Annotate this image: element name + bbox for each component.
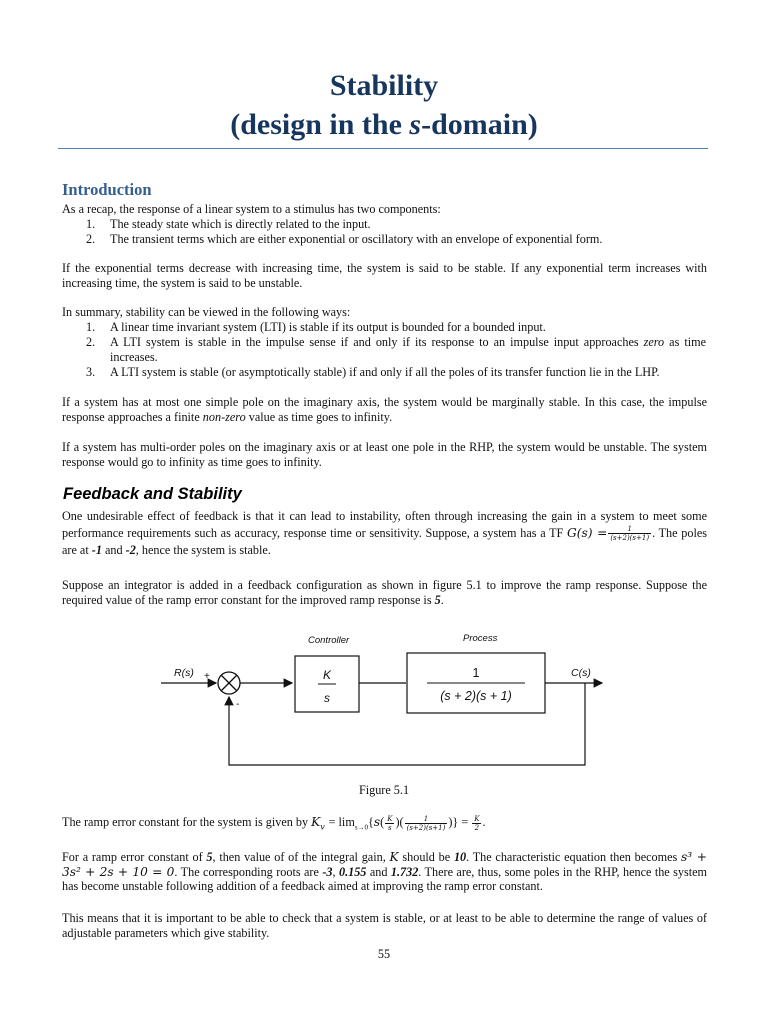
intro-recap: As a recap, the response of a linear system to a stimulus has two components:: [62, 202, 441, 216]
heading-feedback: Feedback and Stability: [63, 485, 242, 503]
paragraph-exponential: If the exponential terms decrease with increasing time, the system is said to be stable. If any exponential term increases with increasing time, the system is said to be unstable.: [62, 261, 707, 290]
paragraph-summary: In summary, stability can be viewed in the following ways:: [62, 305, 351, 319]
heading-introduction: Introduction: [62, 180, 152, 199]
figure-caption: Figure 5.1: [358, 783, 410, 797]
paragraph-marginal: If a system has at most one simple pole on the imaginary axis, the system would be marginally stable. In this case, the impulse response approaches a finite non-zero value as time goes to infinity.: [62, 395, 707, 424]
output-label: C(s): [571, 667, 591, 679]
controller-label: Controller: [308, 635, 350, 646]
process-label: Process: [463, 633, 498, 644]
page-number: 55: [377, 947, 391, 961]
block-diagram: [0, 625, 768, 785]
title-line-1: Stability: [329, 69, 439, 102]
paragraph-ramp: The ramp error constant for the system is given by $K_v = \lim_{s\to 0}\{s$( $\frac{K}{s}$ )( $\frac{1}{(s+2)(s+1)}$ )} = $\frac{K}{2}$ .: [62, 814, 486, 832]
process-denominator: (s + 2)(s + 1): [440, 689, 512, 703]
process-numerator: 1: [472, 666, 480, 680]
minus-sign: -: [236, 699, 240, 710]
plus-sign: +: [204, 671, 210, 682]
paragraph-feedback-2: Suppose an integrator is added in a feedback configuration as shown in figure 5.1 to improve the ramp response. Suppose the required value of the ramp error constant for the improved ramp response is 5.: [62, 578, 707, 607]
input-label: R(s): [174, 667, 194, 679]
title-line-2: (design in the s-domain): [230, 108, 538, 141]
paragraph-unstable: If a system has multi-order poles on the imaginary axis or at least one pole in the RHP, the system would be unstable. The system response would go to infinity as time goes to infinity.: [62, 440, 707, 469]
controller-numerator: K: [322, 668, 332, 682]
title-divider: [58, 148, 708, 149]
paragraph-feedback-1: One undesirable effect of feedback is that it can lead to instability, often through increasing the gain in a system to meet some performance requirements such as accuracy, response time or sensitivity. Suppose, a system has a TF G(s) = $\frac{1}{(s+2)(s+1)}$ . The poles are at -1 and -2, hence the system is stable.: [62, 509, 707, 558]
paragraph-result: For a ramp error constant of 5, then value of of the integral gain, K should be 10. The characteristic equation then becomes s³ + 3s² + 2s + 10 = 0. The corresponding roots are -3, 0.155 and 1.732. There are, thus, some poles in the RHP, hence the system has become unstable following addition of a feedback aimed at improving the ramp error constant.: [62, 850, 708, 894]
paragraph-closing: This means that it is important to be able to check that a system is stable, or at least to be able to determine the range of values of adjustable parameters which give stability.: [62, 911, 707, 940]
controller-denominator: s: [324, 691, 330, 705]
